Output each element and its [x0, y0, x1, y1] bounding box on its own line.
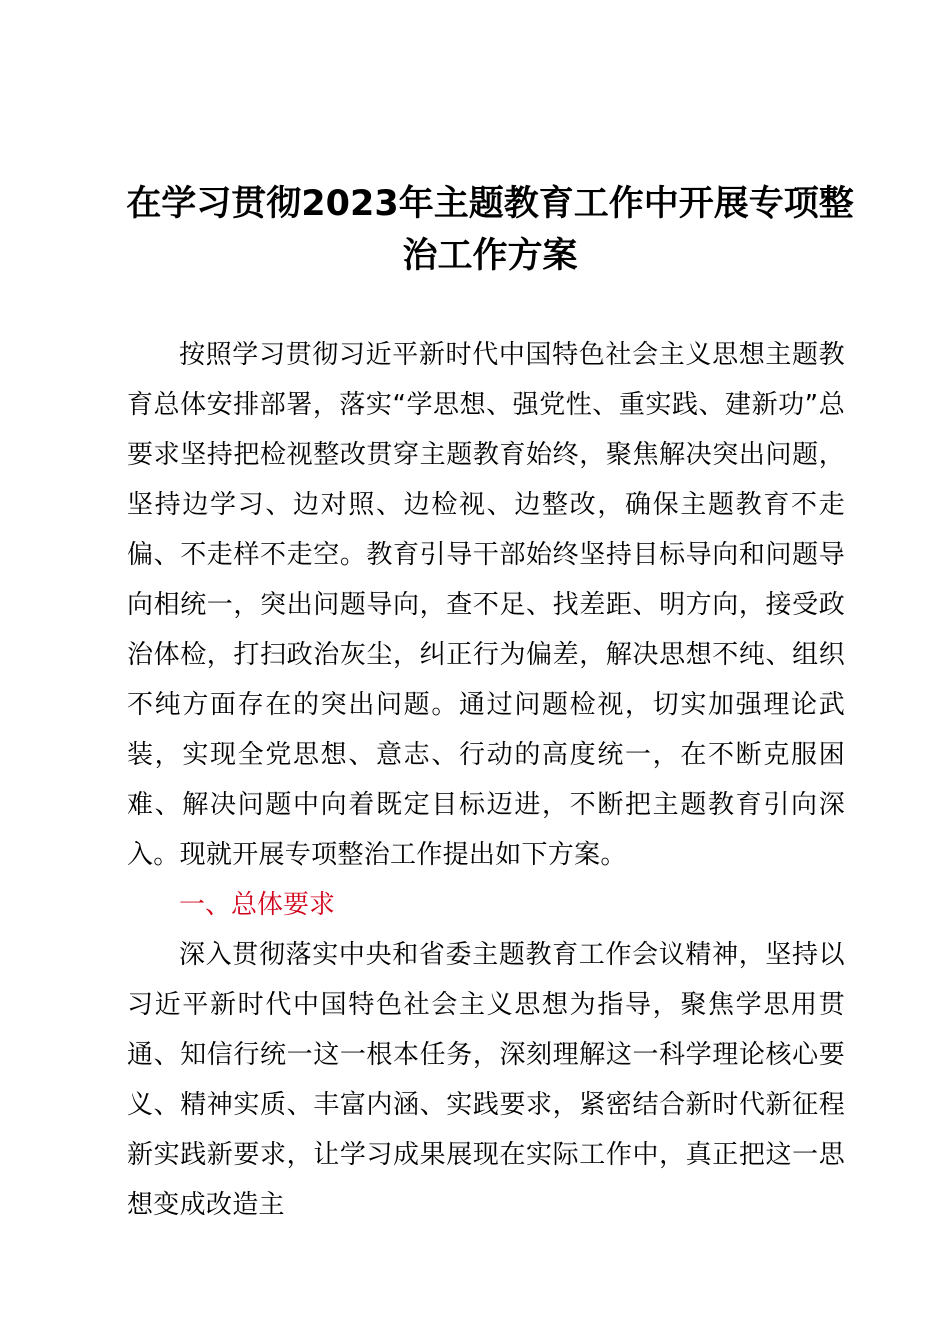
section-heading-general-requirements: 一、总体要求: [179, 890, 336, 920]
section-1-paragraph: 深入贯彻落实中央和省委主题教育工作会议精神，坚持以习近平新时代中国特色社会主义思想为指导，聚焦学思用贯通、知信行统一这一根本任务，深刻理解这一科学理论核心要义、精神实质、丰富内涵、实践要求，紧密结合新时代新征程新实践新要求，让学习成果展现在实际工作中，真正把这一思想变成改造主: [127, 940, 845, 1220]
intro-paragraph: 按照学习贯彻习近平新时代中国特色社会主义思想主题教育总体安排部署，落实“学思想、强党性、重实践、建新功”总要求坚持把检视整改贯穿主题教育始终，聚焦解决突出问题，坚持边学习、边对照、边检视、边整改，确保主题教育不走偏、不走样不走空。教育引导干部始终坚持目标导向和问题导向相统一，突出问题导向，查不足、找差距、明方向，接受政治体检，打扫政治灰尘，纠正行为偏差，解决思想不纯、组织不纯方面存在的突出问题。通过问题检视，切实加强理论武装，实现全党思想、意志、行动的高度统一，在不断克服困难、解决问题中向着既定目标迈进，不断把主题教育引向深入。现就开展专项整治工作提出如下方案。: [127, 340, 845, 870]
document-title: 在学习贯彻2023年主题教育工作中开展专项整治工作方案: [126, 184, 854, 276]
document-body: [127, 330, 845, 1230]
